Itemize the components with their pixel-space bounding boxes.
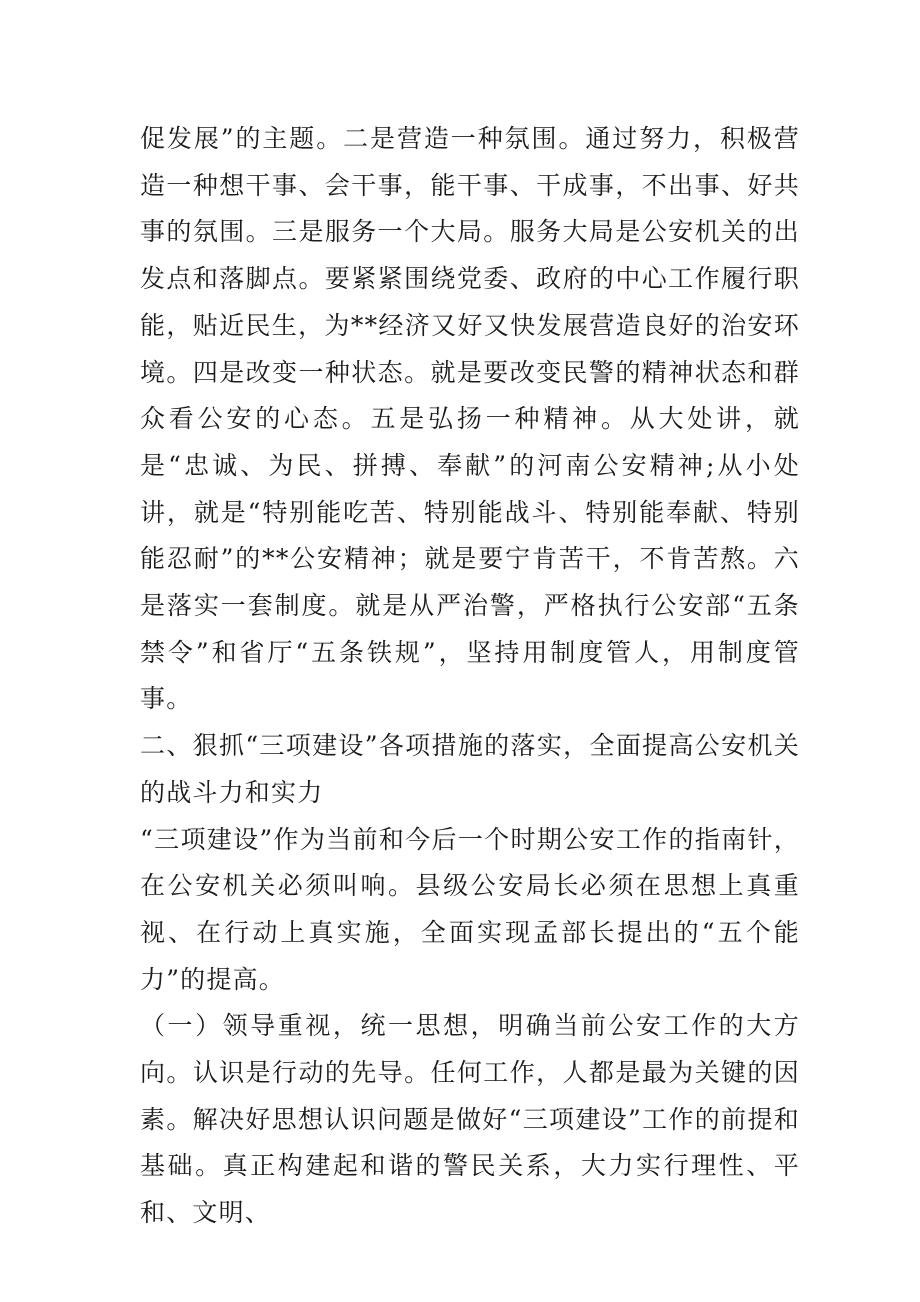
document-body — [140, 116, 800, 1237]
paragraph-themes: 促发展”的主题。二是营造一种氛围。通过努力，积极营造一种想干事、会干事，能干事、干成事，不出事、好共事的氛围。三是服务一个大局。服务大局是公安机关的出发点和落脚点。要紧紧围绕党委、政府的中心工作履行职能，贴近民生，为**经济又好又快发展营造良好的治安环境。四是改变一种状态。就是要改变民警的精神状态和群众看公安的心态。五是弘扬一种精神。从大处讲，就是“忠诚、为民、拼搏、奉献”的河南公安精神;从小处讲，就是“特别能吃苦、特别能战斗、特别能奉献、特别能忍耐”的**公安精神；就是要宁肯苦干，不肯苦熬。六是落实一套制度。就是从严治警，严格执行公安部“五条禁令”和省厅“五条铁规”，坚持用制度管人，用制度管事。 — [140, 124, 800, 714]
section-heading-two: 二、狠抓“三项建设”各项措施的落实，全面提高公安机关的战斗力和实力 — [140, 731, 800, 807]
paragraph-leadership: （一）领导重视，统一思想，明确当前公安工作的大方向。认识是行动的先导。任何工作，人都是最为关键的因素。解决好思想认识问题是做好“三项建设”工作的前提和基础。真正构建起和谐的警民关系，大力实行理性、平和、文明、 — [140, 1011, 800, 1228]
paragraph-three-constructions: “三项建设”作为当前和今后一个时期公安工作的指南针，在公安机关必须叫响。县级公安局长必须在思想上真重视、在行动上真实施，全面实现孟部长提出的“五个能力”的提高。 — [140, 824, 800, 994]
